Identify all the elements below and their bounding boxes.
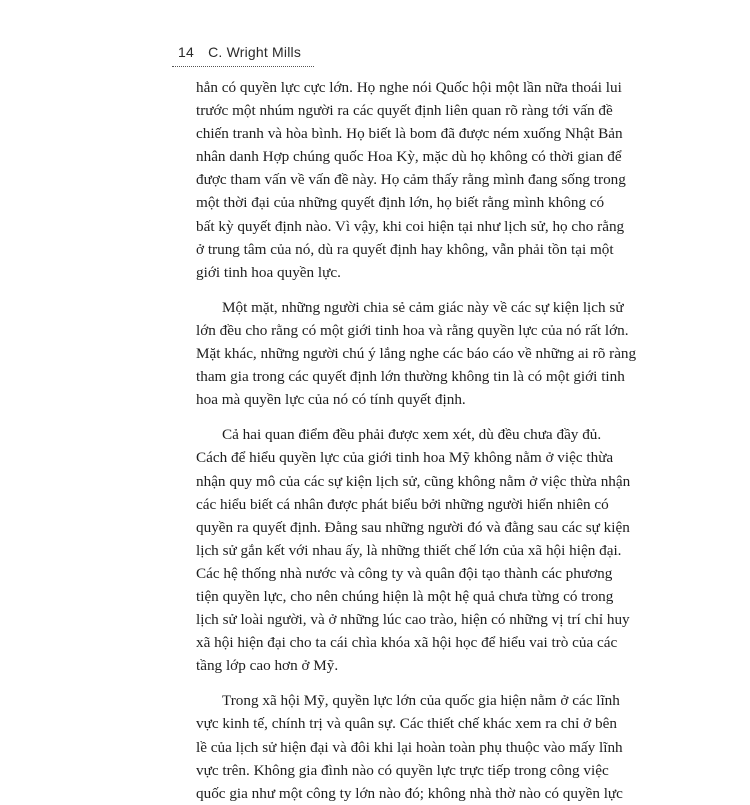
body-text (196, 76, 637, 805)
text-line: tầng lớp cao hơn ở Mỹ. (196, 657, 339, 675)
text-line: quốc gia như một công ty lớn nào đó; không nhà thờ nào có quyền lực (196, 784, 623, 802)
text-line: tham gia trong các quyết định lớn thường không tin là có một giới tinh (196, 368, 625, 386)
text-line: Trong xã hội Mỹ, quyền lực lớn của quốc gia hiện nằm ở các lĩnh (222, 692, 620, 710)
paragraph (196, 296, 637, 411)
text-line: hoa mà quyền lực của nó có tính quyết định. (196, 391, 466, 409)
paragraph (196, 423, 631, 677)
text-line: vực kinh tế, chính trị và quân sự. Các thiết chế khác xem ra chỉ ở bên (196, 715, 617, 733)
text-line: trước một nhúm người ra các quyết định liên quan rõ ràng tới vấn đề (196, 102, 613, 120)
text-line: xã hội hiện đại cho ta cái chìa khóa xã hội học để hiểu vai trò của các (196, 634, 618, 652)
text-line: Các hệ thống nhà nước và công ty và quân đội tạo thành các phương (196, 564, 613, 582)
text-line: hẳn có quyền lực cực lớn. Họ nghe nói Quốc hội một lần nữa thoái lui (196, 79, 622, 96)
page-number: 14 (178, 44, 194, 60)
text-line: nhân danh Hợp chúng quốc Hoa Kỳ, mặc dù họ không có thời gian để (196, 148, 622, 166)
text-line: ở trung tâm của nó, dù ra quyết định hay không, vẫn phải tồn tại một (196, 240, 614, 258)
paragraph (196, 76, 626, 284)
text-line: được tham vấn về vấn đề này. Họ cảm thấy rằng mình đang sống trong (196, 171, 626, 189)
text-line: lớn đều cho rằng có một giới tinh hoa và rằng quyền lực của nó rất lớn. (196, 321, 629, 339)
author-name: C. Wright Mills (208, 44, 302, 60)
paragraph (196, 689, 623, 804)
text-line: lịch sử gắn kết với nhau ấy, là những thiết chế lớn của xã hội hiện đại. (196, 541, 622, 559)
text-line: bất kỳ quyết định nào. Vì vậy, khi coi hiện tại như lịch sử, họ cho rằng (196, 217, 625, 235)
text-line: lề của lịch sử hiện đại và đôi khi lại hoàn toàn phụ thuộc vào mấy lĩnh (196, 738, 623, 756)
text-line: nhận quy mô của các sự kiện lịch sử, cũng không nằm ở việc thừa nhận (196, 472, 631, 490)
text-line: Mặt khác, những người chú ý lắng nghe các báo cáo về những ai rõ ràng (196, 345, 637, 363)
text-line: các hiểu biết cá nhân được phát biểu bởi những người hiển nhiên có (196, 495, 609, 513)
header-dotted-rule (172, 66, 314, 67)
text-line: Cả hai quan điểm đều phải được xem xét, dù đều chưa đầy đủ. (222, 426, 602, 444)
text-line: Cách để hiểu quyền lực của giới tinh hoa Mỹ không nằm ở việc thừa (196, 449, 614, 467)
text-line: Một mặt, những người chia sẻ cảm giác này về các sự kiện lịch sử (222, 298, 624, 316)
text-line: vực trên. Không gia đình nào có quyền lực trực tiếp trong công việc (196, 761, 609, 779)
text-line: quyền ra quyết định. Đằng sau những người đó và đằng sau các sự kiện (196, 518, 630, 536)
text-line: lịch sử loài người, và ở những lúc cao trào, hiện có những vị trí chỉ huy (196, 611, 630, 629)
text-line: giới tinh hoa quyền lực. (196, 263, 341, 281)
running-header (178, 44, 301, 60)
text-line: một thời đại của những quyết định lớn, họ biết rằng mình không có (196, 194, 605, 212)
text-line: tiện quyền lực, cho nên chúng hiện là một hệ quả chưa từng có trong (196, 587, 614, 605)
text-line: chiến tranh và hòa bình. Họ biết là bom đã được ném xuống Nhật Bản (196, 125, 623, 143)
